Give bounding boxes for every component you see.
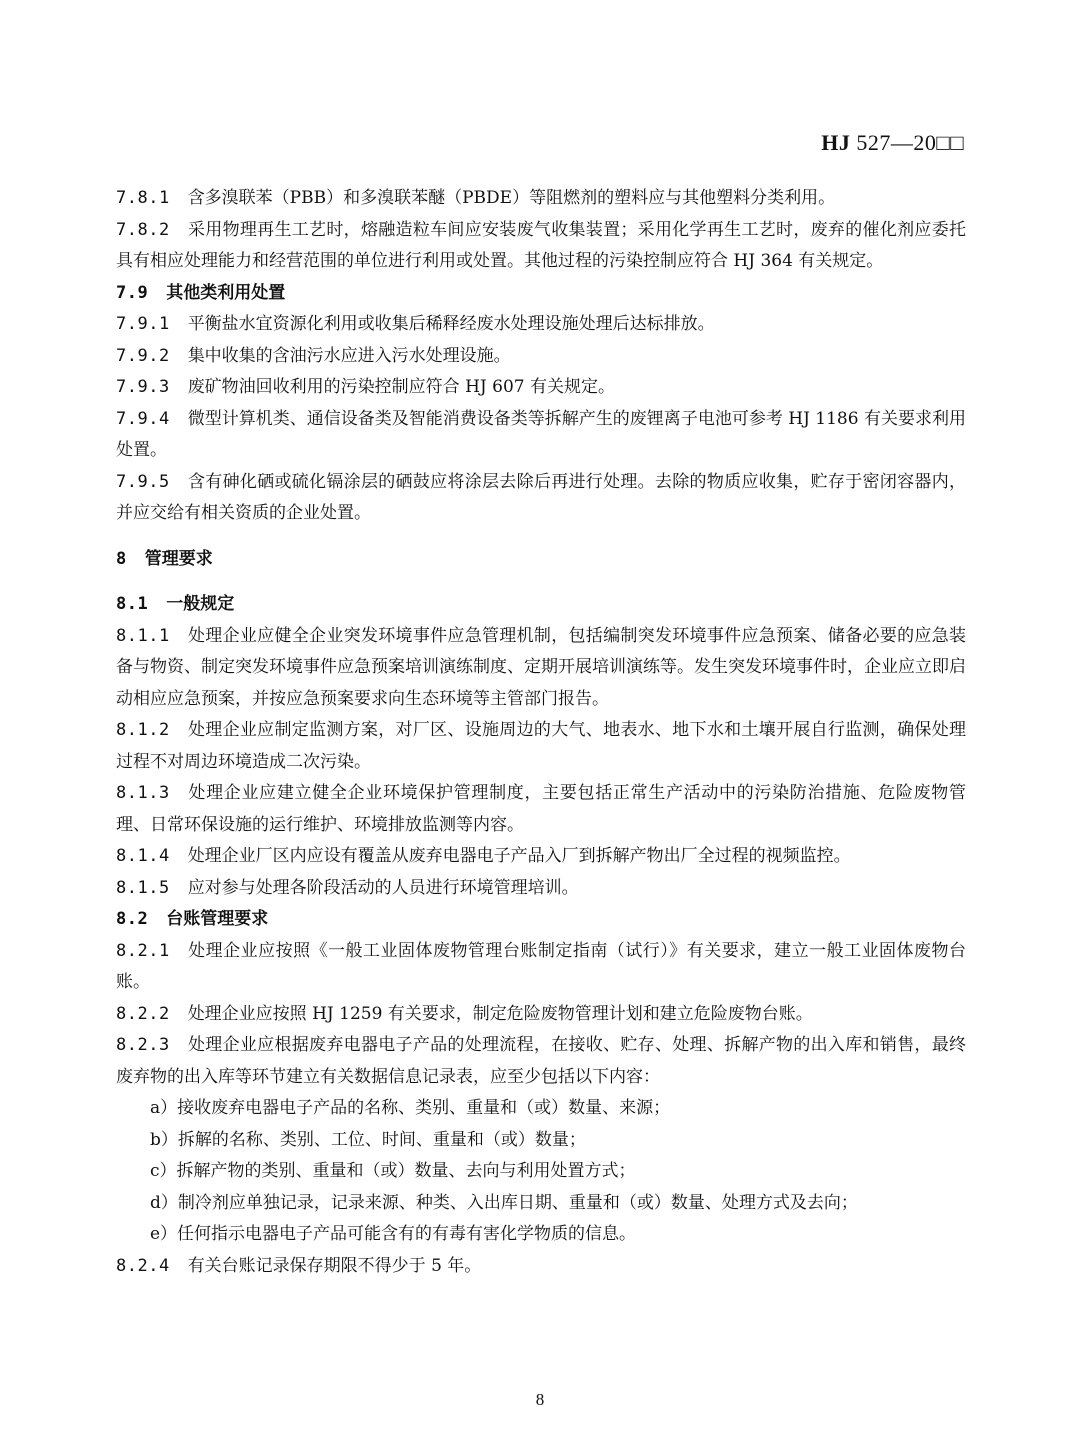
clause-7-9-1: 7.9.1 平衡盐水宜资源化利用或收集后稀释经废水处理设施处理后达标排放。 — [116, 314, 715, 334]
list-item-d: d）制冷剂应单独记录，记录来源、种类、入出库日期、重量和（或）数量、处理方式及去向； — [150, 1192, 858, 1213]
section-8-1-heading: 8.1 一般规定 — [116, 594, 235, 614]
clause-7-9-2: 7.9.2 集中收集的含油污水应进入污水处理设施。 — [116, 345, 511, 366]
list-item-a: a）接收废弃电器电子产品的名称、类别、重量和（或）数量、来源； — [150, 1098, 671, 1118]
clause-8-1-2: 8.1.2 处理企业应制定监测方案，对厂区、设施周边的大气、地表水、地下水和土壤开展自行监测，确保处理过程不对周边环境造成二次污染。 — [116, 720, 966, 772]
page-number: 8 — [535, 1390, 545, 1409]
list-item-b: b）拆解的名称、类别、工位、时间、重量和（或）数量； — [150, 1129, 586, 1150]
clause-7-9-4: 7.9.4 微型计算机类、通信设备类及智能消费设备类等拆解产生的废锂离子电池可参考 HJ 1186 有关要求利用处置。 — [116, 408, 966, 460]
clause-8-1-3: 8.1.3 处理企业应建立健全企业环境保护管理制度，主要包括正常生产活动中的污染防治措施、危险废物管理、日常环保设施的运行维护、环境排放监测等内容。 — [116, 783, 966, 835]
standard-code-suffix: 527—20□□ — [856, 130, 964, 155]
clause-7-9-5: 7.9.5 含有砷化硒或硫化镉涂层的硒鼓应将涂层去除后再进行处理。去除的物质应收集，贮存于密闭容器内，并应交给有相关资质的企业处置。 — [116, 471, 966, 523]
clause-7-8-2: 7.8.2 采用物理再生工艺时，熔融造粒车间应安装废气收集装置；采用化学再生工艺时，废弃的催化剂应委托具有相应处理能力和经营范围的单位进行利用或处置。其他过程的污染控制应符合 HJ 364 有关规定。 — [116, 219, 966, 271]
section-8-heading: 8 管理要求 — [116, 548, 213, 569]
list-item-c: c）拆解产物的类别、重量和（或）数量、去向与利用处置方式； — [150, 1161, 636, 1181]
clause-8-2-1: 8.2.1 处理企业应按照《一般工业固体废物管理台账制定指南（试行）》有关要求，建立一般工业固体废物台账。 — [116, 940, 966, 992]
standard-code-prefix: HJ — [821, 130, 851, 155]
clause-8-2-4: 8.2.4 有关台账记录保存期限不得少于 5 年。 — [116, 1255, 482, 1276]
clause-7-8-1: 7.8.1 含多溴联苯（PBB）和多溴联苯醚（PBDE）等阻燃剂的塑料应与其他塑料分类利用。 — [116, 188, 836, 208]
clause-8-1-4: 8.1.4 处理企业厂区内应设有覆盖从废弃电器电子产品入厂到拆解产物出厂全过程的视频监控。 — [116, 846, 851, 866]
standard-code — [821, 130, 964, 156]
list-item-e: e）任何指示电器电子产品可能含有的有毒有害化学物质的信息。 — [150, 1224, 637, 1244]
clause-8-1-5: 8.1.5 应对参与处理各阶段活动的人员进行环境管理培训。 — [116, 877, 579, 898]
clause-7-9-3: 7.9.3 废矿物油回收利用的污染控制应符合 HJ 607 有关规定。 — [116, 377, 615, 397]
document-body — [116, 183, 966, 1282]
section-7-9-heading: 7.9 其他类利用处置 — [116, 282, 286, 303]
section-8-2-heading: 8.2 台账管理要求 — [116, 909, 269, 929]
clause-8-2-2: 8.2.2 处理企业应按照 HJ 1259 有关要求，制定危险废物管理计划和建立危险废物台账。 — [116, 1003, 813, 1024]
clause-8-2-3: 8.2.3 处理企业应根据废弃电器电子产品的处理流程，在接收、贮存、处理、拆解产物的出入库和销售，最终废弃物的出入库等环节建立有关数据信息记录表，应至少包括以下内容： — [116, 1035, 966, 1087]
clause-8-1-1: 8.1.1 处理企业应健全企业突发环境事件应急管理机制，包括编制突发环境事件应急预案、储备必要的应急装备与物资、制定突发环境事件应急预案培训演练制度、定期开展培训演练等。发生突发环境事件时，企业应立即启动相应应急预案，并按应急预案要求向生态环境等主管部门报告。 — [116, 625, 966, 709]
